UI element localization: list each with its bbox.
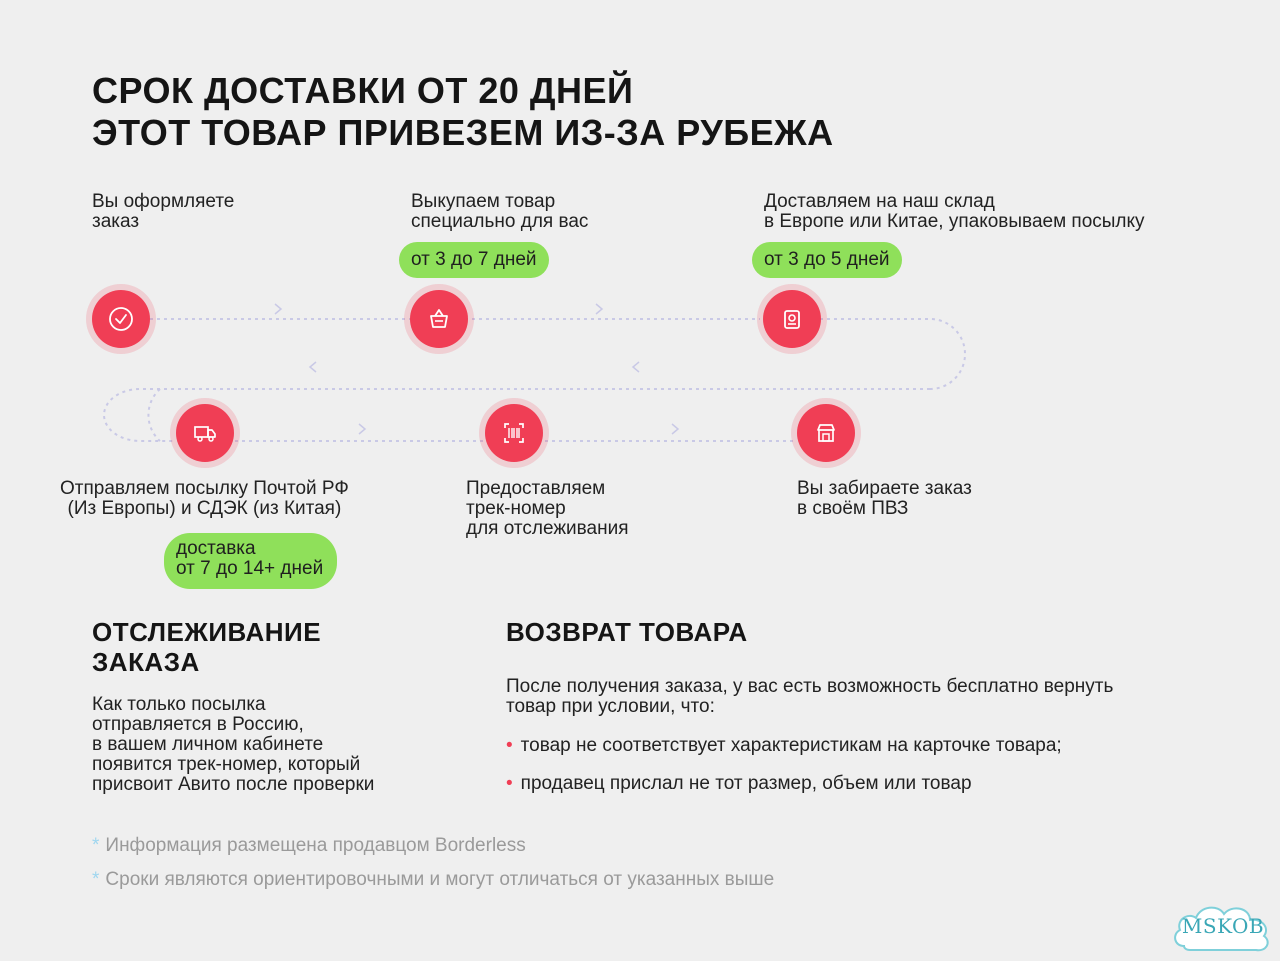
tracking-title: ОТСЛЕЖИВАНИЕ ЗАКАЗА (92, 617, 322, 677)
returns-intro: После получения заказа, у вас есть возможность бесплатно вернуть товар при условии, что: (506, 676, 1114, 717)
watermark-logo (1170, 896, 1276, 956)
returns-bullet-1 (506, 736, 1062, 756)
tracking-text: Как только посылка отправляется в Россию, в вашем личном кабинете появится трек-номер, который присвоит Авито после проверки (92, 694, 375, 795)
truck-icon (190, 418, 220, 448)
step-1-node (92, 290, 150, 348)
returns-bullet-2 (506, 774, 972, 794)
title-line-1: СРОК ДОСТАВКИ ОТ 20 ДНЕЙ (92, 70, 634, 111)
chevron-right-icon (359, 424, 365, 434)
barcode-icon (499, 418, 529, 448)
returns-bullet-1-text: товар не соответствует характеристикам на карточке товара; (520, 735, 1062, 756)
bullet-dot: • (506, 735, 513, 756)
step-5-text: Предоставляем трек-номер для отслеживания (466, 478, 629, 539)
step-2-text: Выкупаем товар специально для вас (411, 191, 589, 232)
step-4-badge: доставка от 7 до 14+ дней (164, 533, 337, 589)
asterisk-icon: * (92, 869, 100, 890)
chevron-left-icon (310, 362, 316, 372)
chevron-right-icon (596, 304, 602, 314)
step-4-node (176, 404, 234, 462)
step-2-node (410, 290, 468, 348)
step-4-text: Отправляем посылку Почтой РФ (Из Европы) и СДЭК (из Китая) (60, 478, 349, 519)
footnote-2 (92, 870, 774, 890)
step-3-node (763, 290, 821, 348)
bullet-dot: • (506, 773, 513, 794)
step-6-node (797, 404, 855, 462)
footnote-2-text: Сроки являются ориентировочными и могут отличаться от указанных выше (105, 869, 775, 890)
step-6-text: Вы забираете заказ в своём ПВЗ (797, 478, 972, 519)
footnote-1 (92, 836, 526, 856)
chevron-left-icon (633, 362, 639, 372)
title-line-2: ЭТОТ ТОВАР ПРИВЕЗЕМ ИЗ-ЗА РУБЕЖА (92, 112, 834, 153)
returns-title: ВОЗВРАТ ТОВАРА (506, 617, 748, 647)
footnote-1-text: Информация размещена продавцом Borderless (105, 835, 526, 856)
store-icon (811, 418, 841, 448)
package-icon (777, 304, 807, 334)
returns-bullet-2-text: продавец прислал не тот размер, объем или товар (520, 773, 972, 794)
basket-icon (424, 304, 454, 334)
check-circle-icon (106, 304, 136, 334)
page-title (92, 70, 834, 154)
chevron-right-icon (672, 424, 678, 434)
watermark-text: MSKOB (1181, 914, 1265, 938)
step-1-text: Вы оформляете заказ (92, 191, 235, 232)
chevron-right-icon (275, 304, 281, 314)
step-2-badge: от 3 до 7 дней (399, 242, 549, 278)
step-5-node (485, 404, 543, 462)
step-3-text: Доставляем на наш склад в Европе или Китае, упаковываем посылку (764, 191, 1145, 232)
step-3-badge: от 3 до 5 дней (752, 242, 902, 278)
asterisk-icon: * (92, 835, 100, 856)
